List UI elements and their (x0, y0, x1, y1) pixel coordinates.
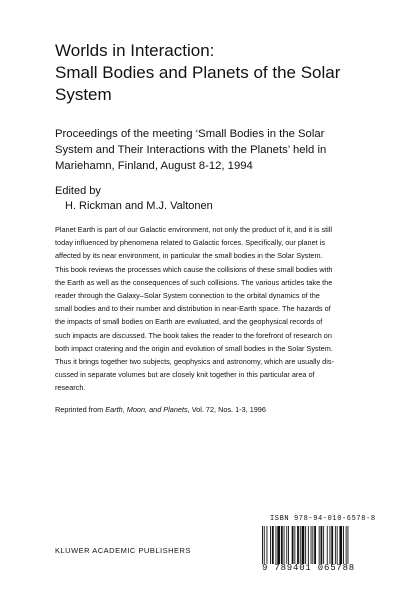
book-title (55, 40, 375, 106)
reprint-prefix: Reprinted from (55, 405, 106, 414)
reprint-note (55, 405, 266, 415)
abstract-line: Thus it brings together two subjects, geophysics and astronomy, which are usually dis- (55, 357, 334, 367)
title-line: Worlds in Interaction: (55, 41, 215, 60)
barcode-digits: 9 789401 065788 (262, 563, 356, 573)
abstract-line: Planet Earth is part of our Galactic environment, not only the product of it, and it is still (55, 225, 333, 234)
isbn-number: ISBN 978-94-010-6578-8 (270, 515, 376, 523)
abstract-line: affected by its near environment, in particular the small bodies in the Solar System. (55, 251, 323, 261)
abstract-line: small bodies and to their number and distribution in near-Earth space. The hazards of (55, 304, 331, 314)
abstract-line: This book reviews the processes which cause the collisions of these small bodies with (55, 264, 333, 274)
book-subtitle (55, 126, 390, 174)
editors-block (55, 184, 213, 214)
abstract-line: such impacts are discussed. The book takes the reader to the forefront of research on (55, 330, 332, 340)
abstract-line: the Earth as well as the consequences of such collisions. The various articles take the (55, 277, 333, 287)
abstract-line: both impact cratering and the origin and evolution of small bodies in the Solar System. (55, 343, 333, 353)
title-line: System (55, 85, 112, 104)
abstract-text (55, 223, 387, 395)
journal-name: Earth, Moon, and Planets (105, 405, 188, 414)
publisher-name: KLUWER ACADEMIC PUBLISHERS (55, 546, 191, 555)
subtitle-line: Proceedings of the meeting ‘Small Bodies in the Solar (55, 128, 325, 140)
subtitle-line: Mariehamn, Finland, August 8-12, 1994 (55, 160, 253, 172)
abstract-line: research. (55, 383, 86, 393)
barcode (262, 526, 382, 564)
abstract-line: reader through the Galaxy–Solar System connection to the orbital dynamics of the (55, 291, 320, 301)
abstract-line: the impacts of small bodies on Earth are evaluated, and the geophysical records of (55, 317, 323, 327)
subtitle-line: System and Their Interactions with the Planets’ held in (55, 144, 327, 156)
abstract-line: cussed in separate volumes but are closely knit together in this particular area of (55, 370, 315, 380)
editor-names: H. Rickman and M.J. Valtonen (65, 200, 213, 212)
title-line: Small Bodies and Planets of the Solar (55, 63, 341, 82)
edited-by-label: Edited by (55, 185, 101, 197)
abstract-line: today influenced by phenomena related to Galactic forces. Specifically, our planet is (55, 238, 326, 248)
reprint-suffix: , Vol. 72, Nos. 1-3, 1996 (187, 405, 266, 414)
